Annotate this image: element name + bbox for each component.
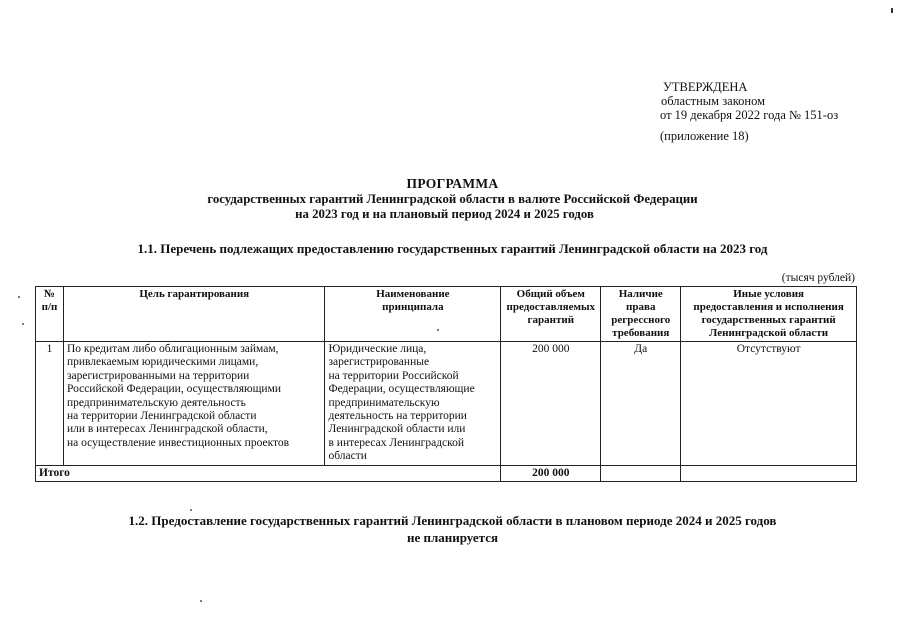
approval-line-1: УТВЕРЖДЕНА: [663, 80, 748, 94]
approval-stamp: [660, 80, 838, 143]
row-principal: Юридические лица, зарегистрированные на территории Российской Федерации, осуществляющие предпринимательскую деятельность на территории Ленинградской области или в интересах Ленинградской области: [325, 342, 501, 466]
col-header-principal: Наименование принципала: [325, 287, 501, 342]
document-title: ПРОГРАММА: [406, 176, 499, 191]
row-number: 1: [36, 342, 64, 466]
approval-line-2: областным законом: [661, 94, 766, 108]
total-empty-cell: [681, 465, 857, 481]
scan-speck: [437, 329, 439, 331]
units-note: (тысяч рублей): [781, 272, 855, 284]
table-header-row: [36, 287, 857, 342]
row-purpose: По кредитам либо облигационным займам, привлекаемым юридическими лицами, зарегистрированными на территории Российской Федерации, осуществляющими предпринимательскую деятельность на территории Ленинградской области или в интересах Ленинградской области, на осуществление инвестиционных проектов: [63, 342, 325, 466]
scan-edge-mark: [891, 8, 893, 13]
scan-speck: [18, 296, 20, 298]
guarantees-table: [35, 286, 857, 482]
scan-speck: [200, 600, 202, 602]
scan-speck: [190, 509, 192, 511]
total-empty-cell: [601, 465, 681, 481]
table-row: [36, 342, 857, 466]
col-header-other-conditions: Иные условия предоставления и исполнения государственных гарантий Ленинградской области: [681, 287, 857, 342]
section-2-text: [0, 512, 905, 546]
col-header-regress: Наличие права регрессного требования: [601, 287, 681, 342]
total-row: [36, 465, 857, 481]
total-label: Итого: [36, 465, 501, 481]
scan-speck: [22, 323, 24, 325]
section-1-heading: 1.1. Перечень подлежащих предоставлению государственных гарантий Ленинградской области на 2023 год: [137, 241, 768, 256]
document-subtitle-1: государственных гарантий Ленинградской области в валюте Российской Федерации: [207, 192, 698, 206]
document-subtitle-2: на 2023 год и на плановый период 2024 и 2025 годов: [295, 207, 594, 221]
col-header-number: № п/п: [36, 287, 64, 342]
row-amount: 200 000: [501, 342, 601, 466]
col-header-amount: Общий объем предоставляемых гарантий: [501, 287, 601, 342]
row-other-conditions: Отсутствуют: [681, 342, 857, 466]
row-regress: Да: [601, 342, 681, 466]
section-2-line-2: не планируется: [406, 530, 499, 545]
total-amount: 200 000: [501, 465, 601, 481]
approval-line-4: (приложение 18): [660, 129, 749, 143]
approval-line-3: от 19 декабря 2022 года № 151-оз: [660, 108, 839, 122]
section-2-line-1: 1.2. Предоставление государственных гарантий Ленинградской области в плановом периоде 2024 и 2025 годов: [128, 513, 777, 528]
col-header-purpose: Цель гарантирования: [63, 287, 325, 342]
